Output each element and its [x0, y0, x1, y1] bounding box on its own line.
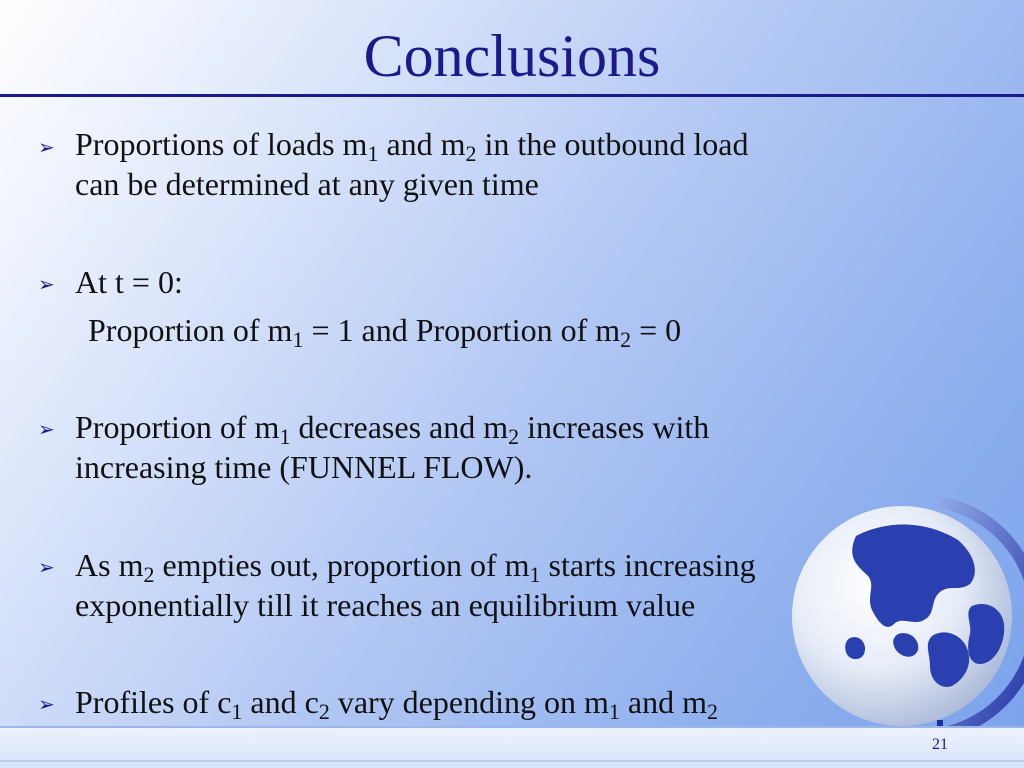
bullet-3-line-1: Proportion of $m_1$ decreases and $m_2$ increases with: [75, 409, 710, 449]
bullet-2-line-2: Proportion of $m_1 = 1$ and Proportion of $m_2 = 0$: [88, 312, 682, 352]
slide-title: Conclusions: [363, 23, 661, 89]
bullet-4-line-1: As $m_2$ empties out, proportion of $m_1$ starts increasing: [75, 547, 756, 587]
footer-band: [0, 726, 1024, 768]
bullet-2-line-1: At t = 0:: [75, 264, 183, 300]
bullet-3-line-2: increasing time (FUNNEL FLOW).: [75, 449, 533, 485]
bullet-1-line-2: can be determined at any given time: [75, 166, 539, 202]
bullet-marker: ➢: [38, 419, 55, 441]
bullet-marker: ➢: [38, 137, 55, 159]
bullet-4-line-2: exponentially till it reaches an equilibrium value: [75, 587, 696, 623]
bullet-marker: ➢: [38, 557, 55, 579]
slide-number: 21: [932, 736, 948, 753]
bullet-marker: ➢: [38, 274, 55, 296]
bullet-1-line-1: Proportions of loads $m_1$ and $m_2$ in the outbound load: [75, 126, 749, 166]
bullet-5-line-1: Profiles of $c_1$ and $c_2$ vary depending on $m_1$ and $m_2$: [75, 684, 718, 724]
bullet-marker: ➢: [38, 694, 55, 716]
